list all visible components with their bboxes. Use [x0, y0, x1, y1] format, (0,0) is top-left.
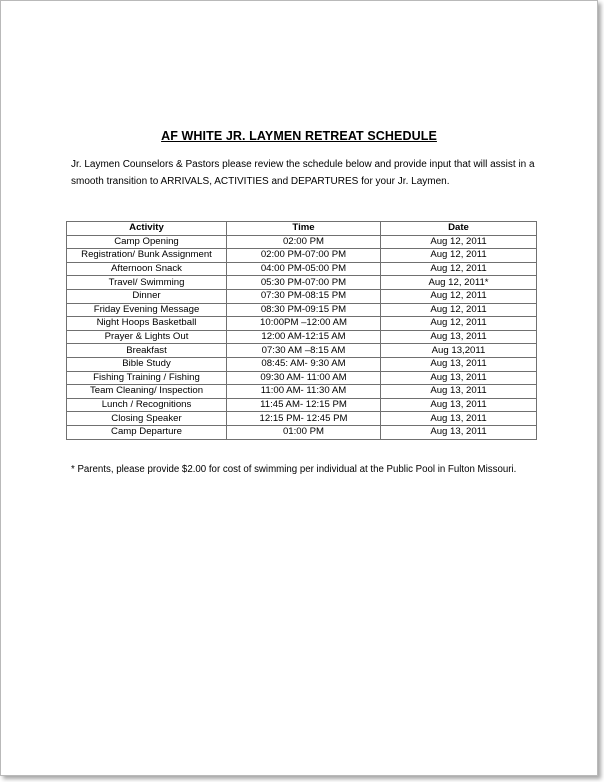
schedule-table: [66, 221, 537, 440]
time-cell: 10:00PM –12:00 AM: [227, 317, 381, 331]
activity-cell: Camp Departure: [67, 425, 227, 439]
activity-cell: Lunch / Recognitions: [67, 398, 227, 412]
time-cell: 08:45: AM- 9:30 AM: [227, 357, 381, 371]
activity-cell: Team Cleaning/ Inspection: [67, 385, 227, 399]
date-cell: Aug 13, 2011: [381, 398, 537, 412]
table-row: [67, 385, 537, 399]
time-cell: 07:30 AM –8:15 AM: [227, 344, 381, 358]
table-row: [67, 276, 537, 290]
column-header-activity: Activity: [67, 222, 227, 236]
activity-cell: Camp Opening: [67, 235, 227, 249]
time-cell: 01:00 PM: [227, 425, 381, 439]
table-row: [67, 262, 537, 276]
table-row: [67, 235, 537, 249]
table-row: [67, 317, 537, 331]
column-header-date: Date: [381, 222, 537, 236]
table-row: [67, 303, 537, 317]
time-cell: 11:45 AM- 12:15 PM: [227, 398, 381, 412]
date-cell: Aug 12, 2011: [381, 289, 537, 303]
activity-cell: Registration/ Bunk Assignment: [67, 249, 227, 263]
time-cell: 05:30 PM-07:00 PM: [227, 276, 381, 290]
activity-cell: Prayer & Lights Out: [67, 330, 227, 344]
table-row: [67, 398, 537, 412]
time-cell: 07:30 PM-08:15 PM: [227, 289, 381, 303]
table-row: [67, 412, 537, 426]
table-row: [67, 344, 537, 358]
table-row: [67, 425, 537, 439]
activity-cell: Bible Study: [67, 357, 227, 371]
activity-cell: Travel/ Swimming: [67, 276, 227, 290]
activity-cell: Night Hoops Basketball: [67, 317, 227, 331]
intro-paragraph: Jr. Laymen Counselors & Pastors please review the schedule below and provide input that will assist in a smooth transition to ARRIVALS, ACTIVITIES and DEPARTURES for your Jr. Laymen.: [71, 159, 535, 187]
activity-cell: Friday Evening Message: [67, 303, 227, 317]
date-cell: Aug 13, 2011: [381, 371, 537, 385]
date-cell: Aug 12, 2011*: [381, 276, 537, 290]
table-row: [67, 371, 537, 385]
table-row: [67, 289, 537, 303]
table-row: [67, 249, 537, 263]
date-cell: Aug 12, 2011: [381, 249, 537, 263]
time-cell: 11:00 AM- 11:30 AM: [227, 385, 381, 399]
time-cell: 08:30 PM-09:15 PM: [227, 303, 381, 317]
activity-cell: Closing Speaker: [67, 412, 227, 426]
date-cell: Aug 13, 2011: [381, 385, 537, 399]
date-cell: Aug 13, 2011: [381, 330, 537, 344]
date-cell: Aug 12, 2011: [381, 262, 537, 276]
date-cell: Aug 13,2011: [381, 344, 537, 358]
date-cell: Aug 13, 2011: [381, 357, 537, 371]
date-cell: Aug 12, 2011: [381, 317, 537, 331]
activity-cell: Dinner: [67, 289, 227, 303]
time-cell: 02:00 PM-07:00 PM: [227, 249, 381, 263]
time-cell: 04:00 PM-05:00 PM: [227, 262, 381, 276]
document-title: AF WHITE JR. LAYMEN RETREAT SCHEDULE: [161, 129, 437, 143]
table-header-row: [67, 222, 537, 236]
date-cell: Aug 13, 2011: [381, 412, 537, 426]
time-cell: 12:00 AM-12:15 AM: [227, 330, 381, 344]
activity-cell: Afternoon Snack: [67, 262, 227, 276]
date-cell: Aug 13, 2011: [381, 425, 537, 439]
footnote: * Parents, please provide $2.00 for cost of swimming per individual at the Public Pool in Fulton Missouri.: [71, 464, 517, 475]
time-cell: 12:15 PM- 12:45 PM: [227, 412, 381, 426]
date-cell: Aug 12, 2011: [381, 303, 537, 317]
column-header-time: Time: [227, 222, 381, 236]
table-row: [67, 330, 537, 344]
time-cell: 09:30 AM- 11:00 AM: [227, 371, 381, 385]
date-cell: Aug 12, 2011: [381, 235, 537, 249]
activity-cell: Breakfast: [67, 344, 227, 358]
activity-cell: Fishing Training / Fishing: [67, 371, 227, 385]
table-row: [67, 357, 537, 371]
schedule-table-body: [67, 235, 537, 439]
time-cell: 02:00 PM: [227, 235, 381, 249]
